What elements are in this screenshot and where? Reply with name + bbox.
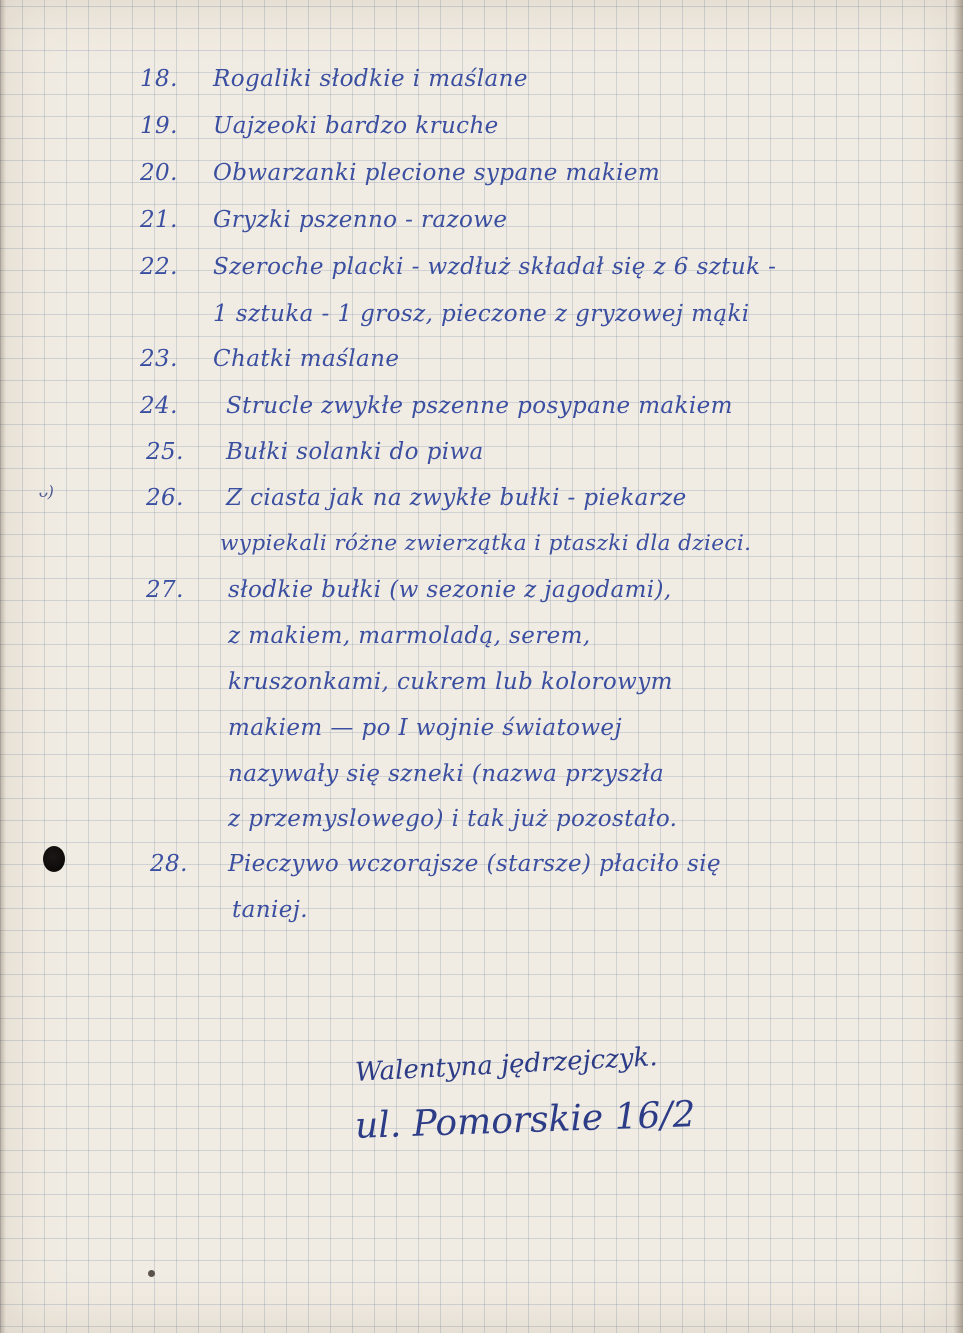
entry-number: 27.: [146, 577, 184, 603]
entry-line: kruszonkami, cukrem lub kolorowym: [228, 669, 673, 695]
entry-line: taniej.: [232, 897, 308, 923]
entry-line: słodkie bułki (w sezonie z jagodami),: [228, 577, 672, 603]
entry-line: Obwarzanki plecione sypane makiem: [213, 160, 661, 186]
entry-number: 19.: [140, 113, 178, 139]
entry-line: nazywały się szneki (nazwa przyszła: [228, 761, 665, 787]
binder-hole: [43, 846, 65, 872]
entry-line: Bułki solanki do piwa: [226, 439, 484, 465]
entry-line: Gryzki pszenno - razowe: [213, 207, 508, 233]
page-right-edge: [953, 0, 963, 1333]
entry-number: 23.: [140, 346, 178, 372]
entry-line: z przemyslowego) i tak już pozostało.: [228, 806, 678, 832]
entry-line: Chatki maślane: [213, 346, 400, 372]
entry-number: 20.: [140, 160, 178, 186]
signature-name: Walentyna jędrzejczyk.: [354, 1042, 659, 1088]
entry-line: Uajzeoki bardzo kruche: [213, 113, 499, 139]
entry-line: Rogaliki słodkie i maślane: [213, 66, 528, 92]
entry-line: Z ciasta jak na zwykłe bułki - piekarze: [226, 485, 687, 511]
entry-line: Szeroche placki - wzdłuż składał się z 6 sztuk -: [213, 254, 777, 280]
entry-line: wypiekali różne zwierzątka i ptaszki dla dzieci.: [220, 531, 752, 556]
entry-line: makiem — po I wojnie światowej: [228, 715, 622, 741]
paper-speck: [148, 1270, 155, 1277]
entry-number: 21.: [140, 207, 178, 233]
entry-number: 24.: [140, 393, 178, 419]
signature-address: ul. Pomorskie 16/2: [354, 1094, 697, 1147]
entry-line: Strucle zwykłe pszenne posypane makiem: [226, 393, 733, 419]
entry-line: 1 sztuka - 1 grosz, pieczone z gryzowej mąki: [213, 301, 750, 327]
margin-mark: ᴗ): [38, 482, 54, 501]
entry-number: 28.: [150, 851, 188, 877]
entry-line: Pieczywo wczorajsze (starsze) płaciło się: [228, 851, 721, 877]
entry-number: 18.: [140, 66, 178, 92]
entry-number: 26.: [146, 485, 184, 511]
page-left-edge: [0, 0, 6, 1333]
entry-number: 25.: [146, 439, 184, 465]
entry-line: z makiem, marmoladą, serem,: [228, 623, 591, 649]
entry-number: 22.: [140, 254, 178, 280]
